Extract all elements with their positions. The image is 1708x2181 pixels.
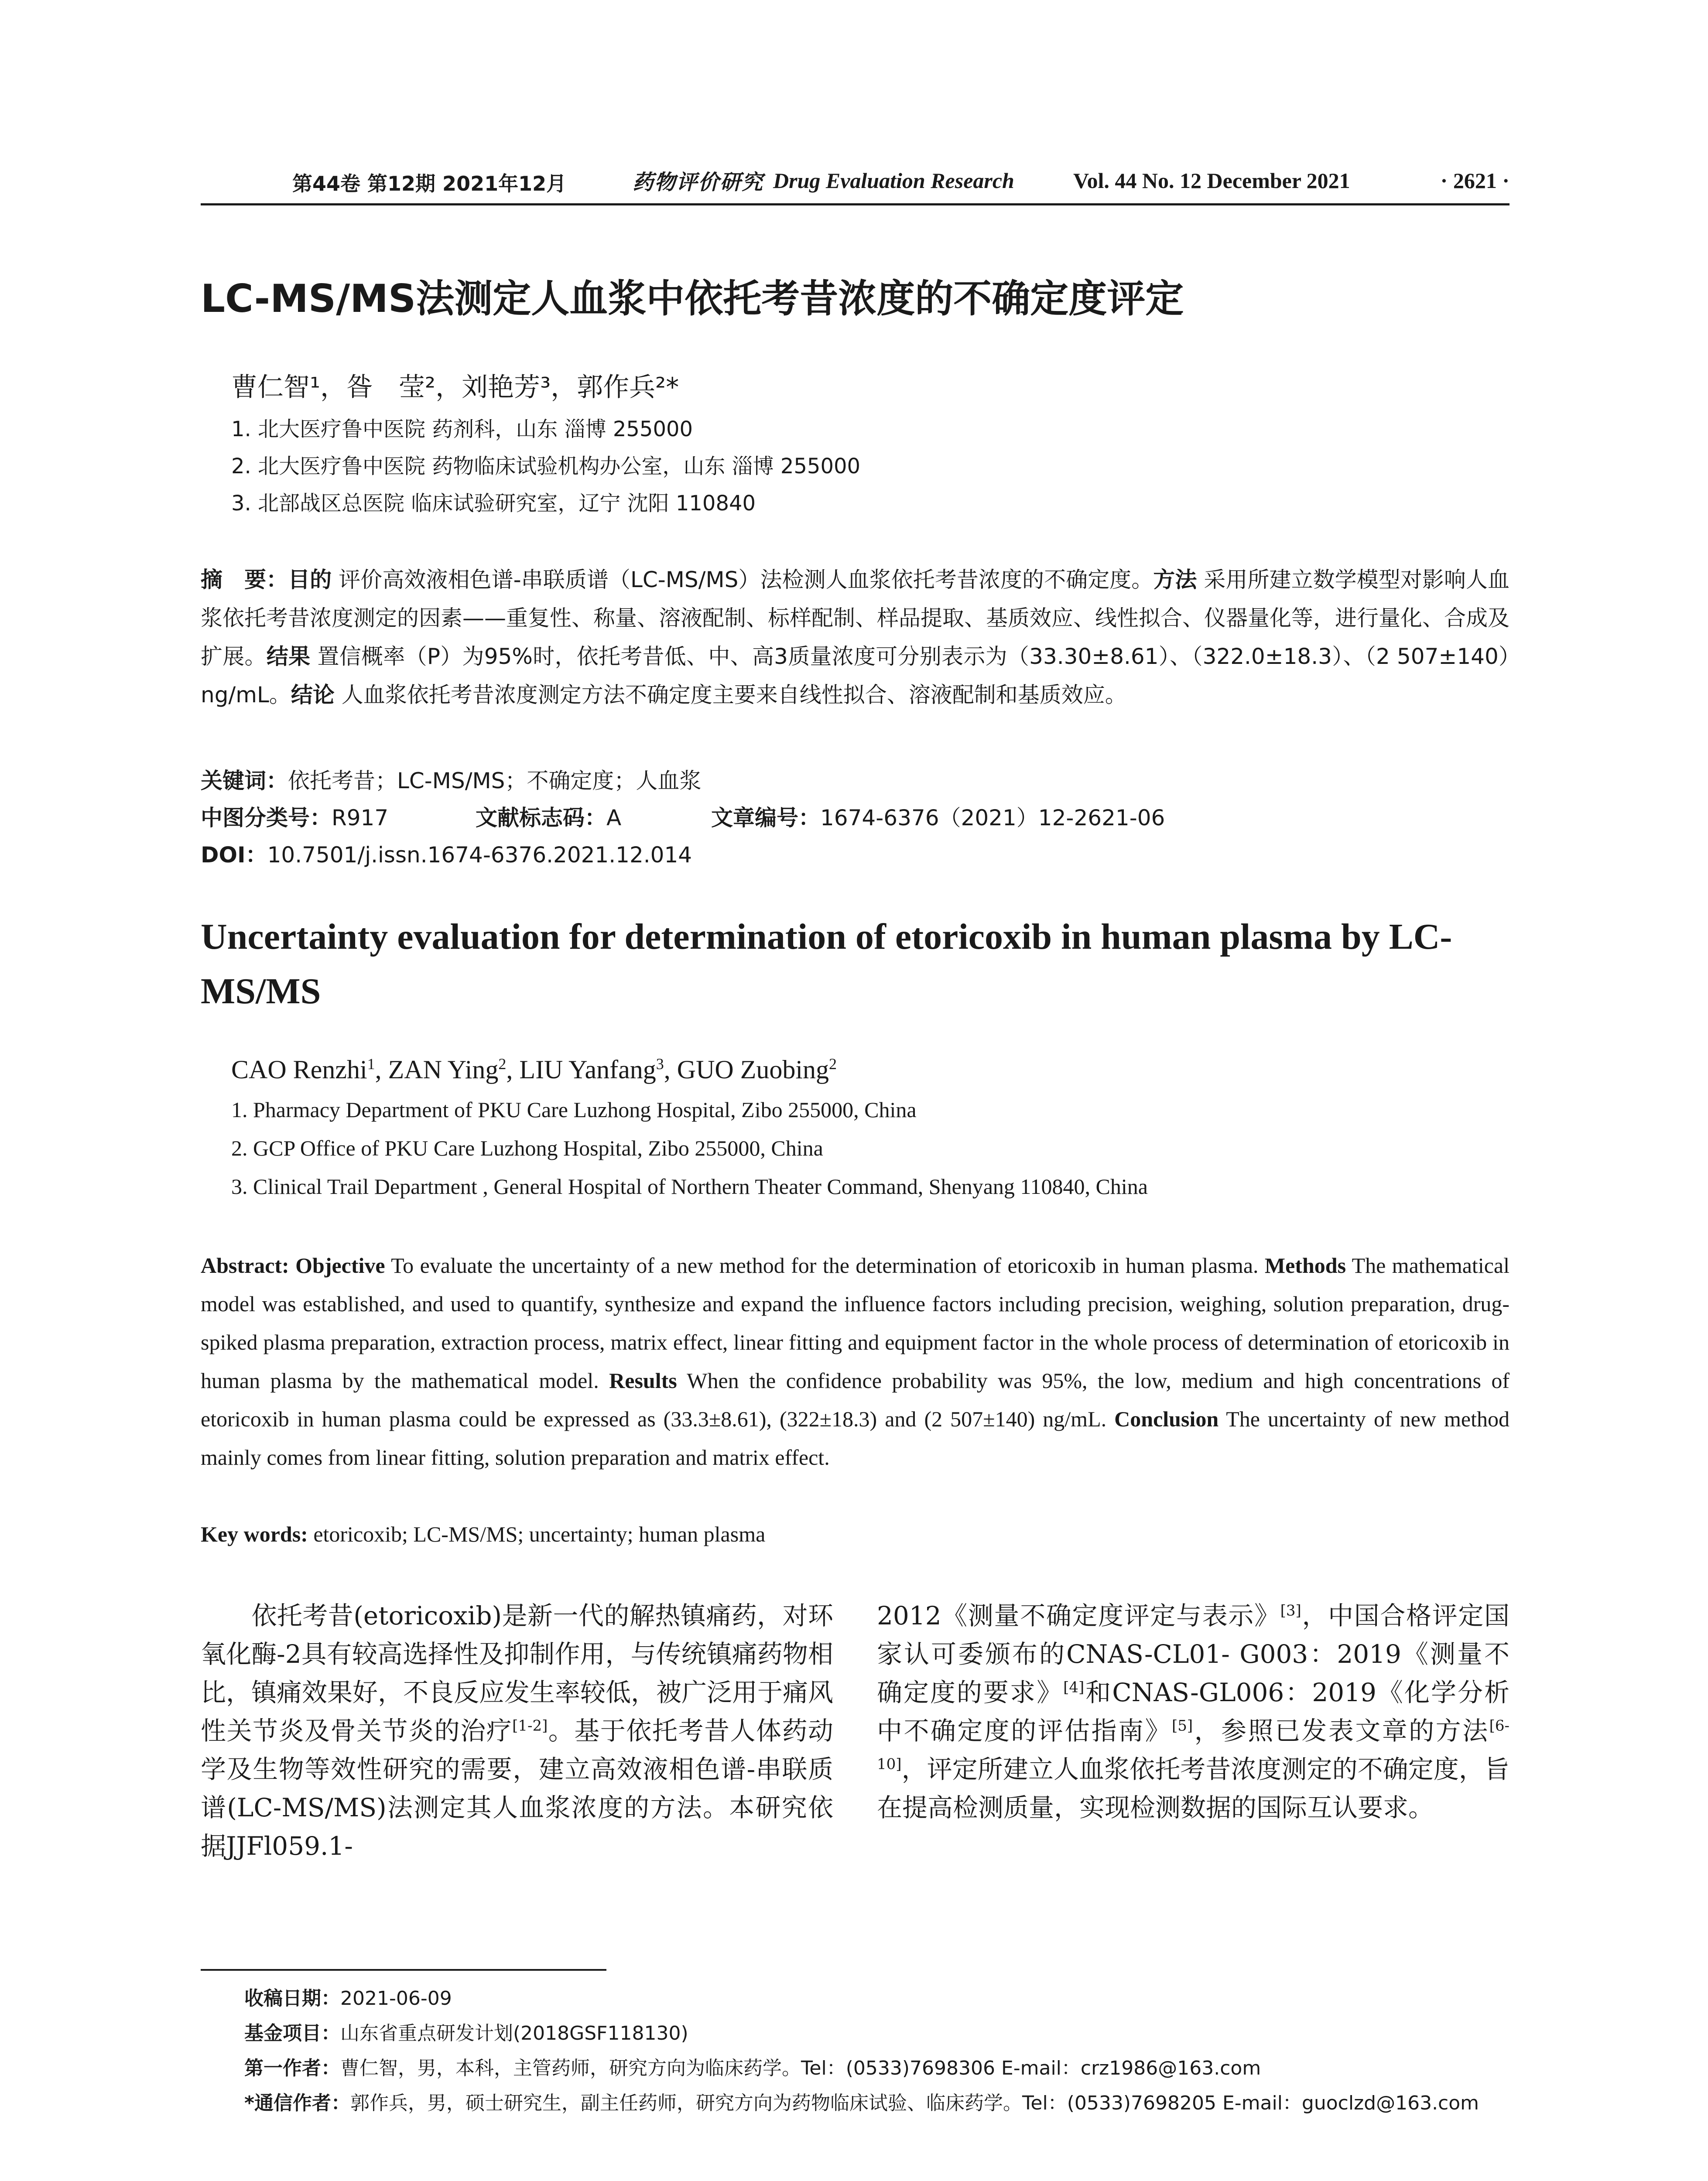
received-label: 收稿日期： (244, 1987, 340, 2010)
abstract-en-conclusion-label: Conclusion (1114, 1407, 1219, 1431)
citation-3[interactable]: [3] (1280, 1602, 1301, 1620)
abstract-cn-results: 置信概率（P）为95%时，依托考昔低、中、高3质量浓度可分别表示为（33.30±8.61）、（322.0±18.3）、（2 507±140）ng/mL。 (201, 644, 1510, 708)
abstract-en-methods: The mathematical model was established, and used to quantify, synthesize and expand the influence factors including precision, weighing, solution preparation, drug-spiked plasma preparation, extraction process, matrix effect, linear fitting and equipment factor in the whole process of determination of etoricoxib in human plasma by the mathematical model. (201, 1253, 1509, 1393)
title-en: Uncertainty evaluation for determination of etoricoxib in human plasma by LC-MS/MS (201, 916, 1452, 1012)
abstract-en-objective-label: Objective (295, 1253, 385, 1278)
footnote-rule (201, 1969, 606, 1971)
author-en-4-affil: 2 (829, 1055, 837, 1073)
header-volume: Vol. 44 No. 12 December 2021 (1073, 168, 1350, 193)
first-author-text: 曹仁智，男，本科，主管药师，研究方向为临床药学。Tel：(0533)7698306 E-mail：crz1986@163.com (340, 2057, 1261, 2079)
body-paragraph-1: 依托考昔(etoricoxib)是新一代的解热镇痛药，对环氧化酶-2具有较高选择性及抑制作用，与传统镇痛药物相比，镇痛效果好，不良反应发生率较低，被广泛用于痛风性关节炎及骨关节炎的治疗 (201, 1601, 834, 1746)
footnote-corresponding-author (244, 2087, 1479, 2115)
body-paragraph-1-cont: 。基于依托考昔人体药动学及生物等效性研究的需要，建立高效液相色谱-串联质谱(LC-MS/MS)法测定其人血浆浓度的方法。本研究依据JJFl059.1- (201, 1716, 833, 1861)
author-en-2-affil: 2 (498, 1055, 507, 1073)
article-number-label: 文章编号： (711, 805, 820, 831)
article-number-value: 1674-6376（2021）12-2621-06 (820, 805, 1165, 831)
doc-code-label: 文献标志码： (476, 805, 606, 831)
doi-value: 10.7501/j.issn.1674-6376.2021.12.014 (267, 842, 692, 868)
author-en-3: LIU Yanfang (519, 1055, 656, 1084)
corresponding-author-label: *通信作者： (244, 2092, 351, 2114)
keywords-en-text: etoricoxib; LC-MS/MS; uncertainty; human plasma (308, 1522, 766, 1546)
affiliation-cn-3: 3. 北部战区总医院 临床试验研究室，辽宁 沈阳 110840 (231, 491, 756, 516)
abstract-en-conclusion: The uncertainty of new method mainly comes from linear fitting, solution preparation and matrix effect. (201, 1407, 1509, 1470)
citation-1-2[interactable]: [1-2] (512, 1717, 548, 1735)
journal-logo: 药物评价研究 (633, 170, 764, 195)
abstract-en-label: Abstract: (201, 1253, 289, 1278)
body-right-text-3: 和CNAS-GL006：2019《化学分析中不确定度的评估指南》 (877, 1678, 1509, 1746)
doc-code-value: A (606, 805, 622, 831)
abstract-cn-conclusion: 人血浆依托考昔浓度测定方法不确定度主要来自线性拟合、溶液配制和基质效应。 (334, 682, 1127, 708)
header-issue-cn: 第44卷 第12期 2021年12月 (292, 172, 567, 195)
fund-text: 山东省重点研发计划(2018GSF118130) (340, 2022, 688, 2044)
footnote-first-author (244, 2052, 1261, 2080)
affiliation-en-2: 2. GCP Office of PKU Care Luzhong Hospital, Zibo 255000, China (231, 1136, 823, 1160)
affiliation-en-1: 1. Pharmacy Department of PKU Care Luzhong Hospital, Zibo 255000, China (231, 1097, 917, 1122)
abstract-cn-objective-label: 目的 (288, 567, 332, 592)
keywords-cn (201, 763, 701, 795)
keywords-cn-text: 依托考昔；LC-MS/MS；不确定度；人血浆 (288, 768, 702, 793)
fund-label: 基金项目： (244, 2022, 340, 2044)
affiliation-cn-2: 2. 北大医疗鲁中医院 药物临床试验机构办公室，山东 淄博 255000 (231, 454, 861, 479)
authors-cn: 曹仁智¹，昝 莹²，刘艳芳³，郭作兵²* (231, 372, 679, 403)
abstract-en-methods-label: Methods (1264, 1253, 1346, 1278)
clc-value: R917 (332, 805, 389, 831)
abstract-cn-label: 摘 要： (201, 567, 288, 592)
clc-label: 中图分类号： (201, 805, 332, 831)
running-header (201, 168, 1509, 198)
doi (201, 838, 692, 869)
title-cn: LC-MS/MS法测定人血浆中依托考昔浓度的不确定度评定 (201, 276, 1184, 321)
first-author-label: 第一作者： (244, 2057, 340, 2079)
corresponding-author-text: 郭作兵，男，硕士研究生，副主任药师，研究方向为药物临床试验、临床药学。Tel：(0533)7698205 E-mail：guoclzd@163.com (350, 2092, 1479, 2114)
affiliation-cn-1: 1. 北大医疗鲁中医院 药剂科，山东 淄博 255000 (231, 417, 693, 441)
author-en-1: CAO Renzhi (231, 1055, 367, 1084)
abstract-cn (201, 561, 1509, 714)
footnote-received (244, 1983, 452, 2010)
body-right-text-4: ，参照已发表文章的方法 (1193, 1716, 1489, 1746)
author-en-2: ZAN Ying (388, 1055, 499, 1084)
citation-6-10[interactable]: [6-10] (877, 1717, 1509, 1773)
keywords-en (201, 1521, 765, 1547)
body-right-text-5: ，评定所建立人血浆依托考昔浓度测定的不确定度，旨在提高检测质量，实现检测数据的国际互认要求。 (877, 1754, 1509, 1822)
received-date: 2021-06-09 (340, 1987, 452, 2010)
abstract-cn-conclusion-label: 结论 (291, 682, 335, 708)
body-right-text-1: 2012《测量不确定度评定与表示》 (877, 1601, 1280, 1631)
abstract-en-objective: To evaluate the uncertainty of a new method for the determination of etoricoxib in human plasma. (385, 1253, 1265, 1278)
affiliation-en-3: 3. Clinical Trail Department , General Hospital of Northern Theater Command, Shenyang 110840, China (231, 1174, 1148, 1199)
doi-label: DOI： (201, 842, 267, 868)
header-page-number: · 2621 · (1440, 168, 1509, 193)
authors-en: CAO Renzhi$^1$, ZAN Ying$^2$, LIU Yanfang$^3$, GUO Zuobing$^2$ (231, 1055, 837, 1084)
author-en-3-affil: 3 (656, 1055, 664, 1073)
citation-4[interactable]: [4] (1063, 1678, 1085, 1696)
abstract-cn-results-label: 结果 (266, 644, 311, 669)
abstract-cn-methods-label: 方法 (1153, 567, 1197, 592)
body-right-text-2: ，中国合格评定国家认可委颁布的CNAS-CL01- G003：2019《测量不确定度的要求》 (877, 1601, 1509, 1707)
body-column-right (877, 1596, 1509, 1827)
abstract-en (201, 1246, 1509, 1477)
keywords-cn-label: 关键词： (201, 768, 288, 793)
author-en-4: GUO Zuobing (677, 1055, 829, 1084)
body-column-left (201, 1596, 833, 1865)
abstract-en-results: When the confidence probability was 95%, the low, medium and high concentrations of etoricoxib in human plasma could be expressed as (33.3±8.61), (322±18.3) and (2 507±140) ng/mL. (201, 1368, 1509, 1431)
abstract-en-results-label: Results (609, 1368, 677, 1393)
author-en-1-affil: 1 (367, 1055, 375, 1073)
keywords-en-label: Key words: (201, 1522, 308, 1546)
abstract-cn-methods: 采用所建立数学模型对影响人血浆依托考昔浓度测定的因素——重复性、称量、溶液配制、标样配制、样品提取、基质效应、线性拟合、仪器量化等，进行量化、合成及扩展。 (201, 567, 1510, 669)
header-journal-en: Drug Evaluation Research (773, 168, 1014, 193)
classification-row (201, 800, 1509, 831)
abstract-cn-objective: 评价高效液相色谱-串联质谱（LC-MS/MS）法检测人血浆依托考昔浓度的不确定度。 (332, 567, 1153, 592)
citation-5[interactable]: [5] (1171, 1717, 1193, 1735)
header-rule (201, 203, 1509, 205)
footnote-fund (244, 2017, 688, 2045)
